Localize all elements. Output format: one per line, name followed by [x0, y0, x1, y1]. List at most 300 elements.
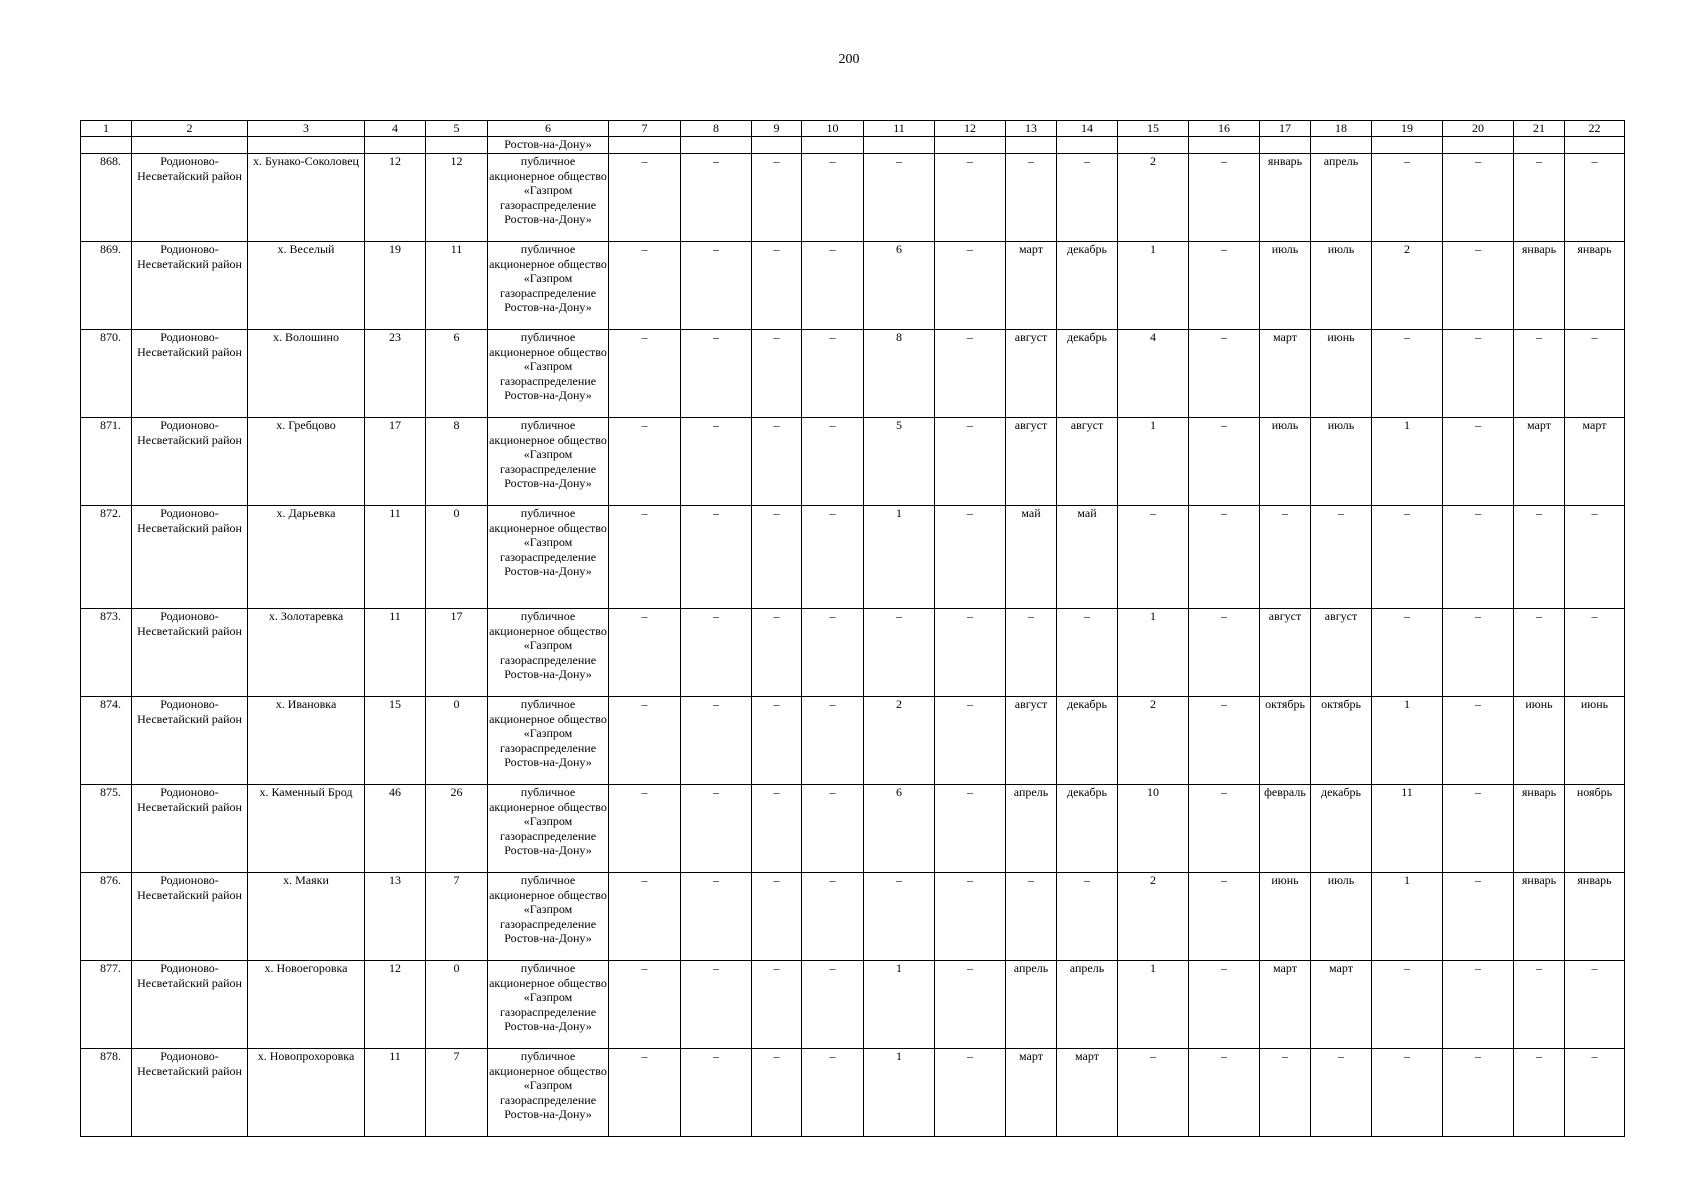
table-row [81, 1049, 1625, 1137]
cell-col-14: март [1057, 1049, 1118, 1137]
cell-col-8: – [681, 785, 752, 873]
empty-cell [81, 137, 132, 154]
cell-col-5: 6 [426, 330, 488, 418]
cell-col-17: июль [1260, 242, 1311, 330]
cell-col-9: – [752, 785, 802, 873]
cell-col-1: 871. [81, 418, 132, 506]
cell-col-22: январь [1565, 242, 1625, 330]
cell-col-19: – [1372, 506, 1443, 609]
cell-col-20: – [1443, 961, 1514, 1049]
cell-col-11: – [864, 873, 935, 961]
cell-col-18: июль [1311, 873, 1372, 961]
cell-col-3: х. Дарьевка [248, 506, 365, 609]
cell-col-21: январь [1514, 873, 1565, 961]
cell-col-4: 15 [365, 697, 426, 785]
cell-col-13: апрель [1006, 785, 1057, 873]
empty-cell [426, 137, 488, 154]
cell-col-22: – [1565, 1049, 1625, 1137]
empty-cell [132, 137, 248, 154]
cell-col-10: – [802, 1049, 864, 1137]
cell-col-2: Родионово-Несветайский район [132, 506, 248, 609]
cell-col-13: август [1006, 330, 1057, 418]
cell-col-1: 872. [81, 506, 132, 609]
cell-col-7: – [609, 961, 681, 1049]
cell-col-20: – [1443, 506, 1514, 609]
cell-col-8: – [681, 1049, 752, 1137]
empty-cell [1057, 137, 1118, 154]
cell-col-21: июнь [1514, 697, 1565, 785]
cell-col-22: – [1565, 154, 1625, 242]
cell-col-1: 874. [81, 697, 132, 785]
cell-col-19: 11 [1372, 785, 1443, 873]
column-number-row [81, 121, 1625, 137]
column-number: 9 [752, 121, 802, 137]
cell-col-10: – [802, 785, 864, 873]
cell-col-10: – [802, 418, 864, 506]
data-table [80, 120, 1625, 1137]
continuation-row [81, 137, 1625, 154]
table-row [81, 242, 1625, 330]
table-row [81, 785, 1625, 873]
cell-col-17: январь [1260, 154, 1311, 242]
cell-col-18: – [1311, 1049, 1372, 1137]
cell-col-8: – [681, 418, 752, 506]
cell-col-14: декабрь [1057, 242, 1118, 330]
cell-col-3: х. Волошино [248, 330, 365, 418]
cell-col-13: май [1006, 506, 1057, 609]
cell-col-5: 0 [426, 697, 488, 785]
cell-col-2: Родионово-Несветайский район [132, 609, 248, 697]
cell-col-10: – [802, 697, 864, 785]
table-row [81, 873, 1625, 961]
cell-col-11: 1 [864, 961, 935, 1049]
cell-col-5: 8 [426, 418, 488, 506]
cell-col-13: апрель [1006, 961, 1057, 1049]
cell-col-6: публичное акционерное общество «Газпром газораспределение Ростов-на-Дону» [488, 154, 609, 242]
column-number: 11 [864, 121, 935, 137]
cell-col-8: – [681, 697, 752, 785]
cell-col-5: 7 [426, 873, 488, 961]
cell-col-1: 877. [81, 961, 132, 1049]
cell-col-11: 5 [864, 418, 935, 506]
column-number: 18 [1311, 121, 1372, 137]
cell-col-17: февраль [1260, 785, 1311, 873]
empty-cell [752, 137, 802, 154]
table-container [80, 120, 1625, 1137]
cell-col-6: публичное акционерное общество «Газпром газораспределение Ростов-на-Дону» [488, 330, 609, 418]
cell-col-7: – [609, 418, 681, 506]
cell-col-1: 875. [81, 785, 132, 873]
column-number: 20 [1443, 121, 1514, 137]
cell-col-22: июнь [1565, 697, 1625, 785]
cell-col-15: – [1118, 1049, 1189, 1137]
cell-col-15: – [1118, 506, 1189, 609]
cell-col-17: октябрь [1260, 697, 1311, 785]
empty-cell [864, 137, 935, 154]
cell-col-19: 1 [1372, 697, 1443, 785]
cell-col-15: 10 [1118, 785, 1189, 873]
cell-col-8: – [681, 330, 752, 418]
cell-col-2: Родионово-Несветайский район [132, 1049, 248, 1137]
cell-col-10: – [802, 609, 864, 697]
cell-col-2: Родионово-Несветайский район [132, 873, 248, 961]
cell-col-4: 19 [365, 242, 426, 330]
cell-col-4: 12 [365, 154, 426, 242]
cell-col-14: – [1057, 154, 1118, 242]
cell-col-7: – [609, 873, 681, 961]
cell-col-2: Родионово-Несветайский район [132, 418, 248, 506]
cell-col-20: – [1443, 418, 1514, 506]
cell-col-19: 2 [1372, 242, 1443, 330]
cell-col-12: – [935, 785, 1006, 873]
cell-col-14: – [1057, 609, 1118, 697]
empty-cell [1189, 137, 1260, 154]
cell-col-20: – [1443, 609, 1514, 697]
table-body [81, 121, 1625, 1137]
empty-cell [365, 137, 426, 154]
cell-col-17: июнь [1260, 873, 1311, 961]
cell-col-12: – [935, 506, 1006, 609]
cell-col-7: – [609, 154, 681, 242]
cell-col-17: – [1260, 1049, 1311, 1137]
cell-col-9: – [752, 873, 802, 961]
column-number: 10 [802, 121, 864, 137]
column-number: 13 [1006, 121, 1057, 137]
cell-col-7: – [609, 1049, 681, 1137]
cell-col-20: – [1443, 330, 1514, 418]
cell-col-16: – [1189, 242, 1260, 330]
cell-col-16: – [1189, 785, 1260, 873]
cell-col-5: 11 [426, 242, 488, 330]
cell-col-19: 1 [1372, 418, 1443, 506]
cell-col-16: – [1189, 154, 1260, 242]
cell-col-2: Родионово-Несветайский район [132, 330, 248, 418]
cell-col-11: 6 [864, 785, 935, 873]
cell-col-11: 6 [864, 242, 935, 330]
cell-col-2: Родионово-Несветайский район [132, 242, 248, 330]
cell-col-9: – [752, 418, 802, 506]
cell-col-16: – [1189, 418, 1260, 506]
cell-col-7: – [609, 242, 681, 330]
cell-col-1: 878. [81, 1049, 132, 1137]
continuation-operator-cell: Ростов-на-Дону» [488, 137, 609, 154]
cell-col-16: – [1189, 697, 1260, 785]
cell-col-18: – [1311, 506, 1372, 609]
cell-col-19: 1 [1372, 873, 1443, 961]
cell-col-13: август [1006, 697, 1057, 785]
cell-col-4: 11 [365, 609, 426, 697]
cell-col-22: – [1565, 506, 1625, 609]
cell-col-5: 0 [426, 506, 488, 609]
cell-col-9: – [752, 697, 802, 785]
cell-col-12: – [935, 697, 1006, 785]
cell-col-6: публичное акционерное общество «Газпром газораспределение Ростов-на-Дону» [488, 697, 609, 785]
cell-col-5: 7 [426, 1049, 488, 1137]
cell-col-3: х. Ивановка [248, 697, 365, 785]
cell-col-14: август [1057, 418, 1118, 506]
cell-col-16: – [1189, 506, 1260, 609]
cell-col-17: март [1260, 961, 1311, 1049]
cell-col-21: январь [1514, 242, 1565, 330]
column-number: 5 [426, 121, 488, 137]
cell-col-3: х. Маяки [248, 873, 365, 961]
column-number: 2 [132, 121, 248, 137]
cell-col-6: публичное акционерное общество «Газпром газораспределение Ростов-на-Дону» [488, 242, 609, 330]
cell-col-3: х. Новоегоровка [248, 961, 365, 1049]
column-number: 15 [1118, 121, 1189, 137]
cell-col-5: 17 [426, 609, 488, 697]
cell-col-12: – [935, 154, 1006, 242]
cell-col-18: июнь [1311, 330, 1372, 418]
cell-col-12: – [935, 873, 1006, 961]
cell-col-18: июль [1311, 242, 1372, 330]
cell-col-8: – [681, 873, 752, 961]
cell-col-4: 17 [365, 418, 426, 506]
column-number: 1 [81, 121, 132, 137]
cell-col-21: январь [1514, 785, 1565, 873]
cell-col-9: – [752, 330, 802, 418]
cell-col-11: 1 [864, 1049, 935, 1137]
column-number: 14 [1057, 121, 1118, 137]
cell-col-21: – [1514, 330, 1565, 418]
cell-col-9: – [752, 242, 802, 330]
cell-col-21: – [1514, 609, 1565, 697]
table-row [81, 418, 1625, 506]
page-number: 200 [838, 52, 860, 67]
cell-col-14: апрель [1057, 961, 1118, 1049]
cell-col-4: 11 [365, 506, 426, 609]
cell-col-3: х. Золотаревка [248, 609, 365, 697]
cell-col-17: август [1260, 609, 1311, 697]
table-row [81, 697, 1625, 785]
cell-col-6: публичное акционерное общество «Газпром газораспределение Ростов-на-Дону» [488, 609, 609, 697]
cell-col-9: – [752, 961, 802, 1049]
cell-col-20: – [1443, 242, 1514, 330]
cell-col-13: март [1006, 242, 1057, 330]
cell-col-18: март [1311, 961, 1372, 1049]
column-number: 7 [609, 121, 681, 137]
cell-col-14: май [1057, 506, 1118, 609]
cell-col-22: январь [1565, 873, 1625, 961]
cell-col-12: – [935, 242, 1006, 330]
cell-col-4: 46 [365, 785, 426, 873]
cell-col-3: х. Бунако-Соколовец [248, 154, 365, 242]
cell-col-20: – [1443, 154, 1514, 242]
cell-col-8: – [681, 506, 752, 609]
cell-col-10: – [802, 873, 864, 961]
cell-col-19: – [1372, 1049, 1443, 1137]
cell-col-22: – [1565, 609, 1625, 697]
cell-col-15: 2 [1118, 697, 1189, 785]
cell-col-4: 13 [365, 873, 426, 961]
empty-cell [1260, 137, 1311, 154]
cell-col-12: – [935, 609, 1006, 697]
cell-col-8: – [681, 961, 752, 1049]
cell-col-17: – [1260, 506, 1311, 609]
cell-col-7: – [609, 330, 681, 418]
cell-col-21: – [1514, 506, 1565, 609]
cell-col-14: – [1057, 873, 1118, 961]
cell-col-10: – [802, 506, 864, 609]
empty-cell [1514, 137, 1565, 154]
cell-col-9: – [752, 154, 802, 242]
cell-col-6: публичное акционерное общество «Газпром газораспределение Ростов-на-Дону» [488, 506, 609, 609]
cell-col-15: 1 [1118, 418, 1189, 506]
cell-col-12: – [935, 961, 1006, 1049]
cell-col-4: 23 [365, 330, 426, 418]
cell-col-22: март [1565, 418, 1625, 506]
column-number: 21 [1514, 121, 1565, 137]
cell-col-16: – [1189, 330, 1260, 418]
cell-col-3: х. Каменный Брод [248, 785, 365, 873]
table-row [81, 330, 1625, 418]
cell-col-13: – [1006, 609, 1057, 697]
cell-col-8: – [681, 609, 752, 697]
cell-col-16: – [1189, 961, 1260, 1049]
cell-col-1: 870. [81, 330, 132, 418]
cell-col-9: – [752, 1049, 802, 1137]
cell-col-6: публичное акционерное общество «Газпром газораспределение Ростов-на-Дону» [488, 961, 609, 1049]
cell-col-14: декабрь [1057, 330, 1118, 418]
cell-col-21: март [1514, 418, 1565, 506]
cell-col-13: март [1006, 1049, 1057, 1137]
cell-col-7: – [609, 785, 681, 873]
cell-col-2: Родионово-Несветайский район [132, 154, 248, 242]
cell-col-16: – [1189, 1049, 1260, 1137]
empty-cell [248, 137, 365, 154]
cell-col-18: декабрь [1311, 785, 1372, 873]
cell-col-17: март [1260, 330, 1311, 418]
cell-col-17: июль [1260, 418, 1311, 506]
empty-cell [935, 137, 1006, 154]
empty-cell [1006, 137, 1057, 154]
cell-col-20: – [1443, 697, 1514, 785]
cell-col-22: – [1565, 961, 1625, 1049]
cell-col-3: х. Веселый [248, 242, 365, 330]
cell-col-19: – [1372, 609, 1443, 697]
cell-col-8: – [681, 242, 752, 330]
cell-col-1: 869. [81, 242, 132, 330]
cell-col-21: – [1514, 961, 1565, 1049]
cell-col-5: 0 [426, 961, 488, 1049]
cell-col-11: 2 [864, 697, 935, 785]
cell-col-21: – [1514, 154, 1565, 242]
cell-col-11: – [864, 609, 935, 697]
table-row [81, 609, 1625, 697]
cell-col-11: 1 [864, 506, 935, 609]
cell-col-6: публичное акционерное общество «Газпром газораспределение Ростов-на-Дону» [488, 873, 609, 961]
empty-cell [1565, 137, 1625, 154]
table-row [81, 961, 1625, 1049]
cell-col-13: – [1006, 154, 1057, 242]
cell-col-11: – [864, 154, 935, 242]
cell-col-3: х. Новопрохоровка [248, 1049, 365, 1137]
cell-col-1: 868. [81, 154, 132, 242]
column-number: 6 [488, 121, 609, 137]
cell-col-22: ноябрь [1565, 785, 1625, 873]
column-number: 3 [248, 121, 365, 137]
cell-col-15: 2 [1118, 873, 1189, 961]
cell-col-13: – [1006, 873, 1057, 961]
cell-col-16: – [1189, 609, 1260, 697]
cell-col-2: Родионово-Несветайский район [132, 961, 248, 1049]
cell-col-6: публичное акционерное общество «Газпром газораспределение Ростов-на-Дону» [488, 1049, 609, 1137]
cell-col-7: – [609, 506, 681, 609]
cell-col-12: – [935, 330, 1006, 418]
empty-cell [1372, 137, 1443, 154]
cell-col-4: 12 [365, 961, 426, 1049]
cell-col-7: – [609, 697, 681, 785]
cell-col-7: – [609, 609, 681, 697]
column-number: 17 [1260, 121, 1311, 137]
cell-col-6: публичное акционерное общество «Газпром газораспределение Ростов-на-Дону» [488, 418, 609, 506]
empty-cell [1311, 137, 1372, 154]
cell-col-2: Родионово-Несветайский район [132, 785, 248, 873]
cell-col-20: – [1443, 873, 1514, 961]
empty-cell [681, 137, 752, 154]
cell-col-19: – [1372, 154, 1443, 242]
cell-col-5: 12 [426, 154, 488, 242]
cell-col-22: – [1565, 330, 1625, 418]
cell-col-9: – [752, 609, 802, 697]
cell-col-6: публичное акционерное общество «Газпром газораспределение Ростов-на-Дону» [488, 785, 609, 873]
cell-col-9: – [752, 506, 802, 609]
cell-col-10: – [802, 242, 864, 330]
cell-col-1: 873. [81, 609, 132, 697]
cell-col-8: – [681, 154, 752, 242]
cell-col-11: 8 [864, 330, 935, 418]
cell-col-15: 1 [1118, 609, 1189, 697]
table-row [81, 506, 1625, 609]
cell-col-21: – [1514, 1049, 1565, 1137]
cell-col-18: апрель [1311, 154, 1372, 242]
cell-col-1: 876. [81, 873, 132, 961]
column-number: 8 [681, 121, 752, 137]
cell-col-10: – [802, 961, 864, 1049]
cell-col-12: – [935, 1049, 1006, 1137]
cell-col-19: – [1372, 330, 1443, 418]
cell-col-13: август [1006, 418, 1057, 506]
cell-col-5: 26 [426, 785, 488, 873]
cell-col-18: июль [1311, 418, 1372, 506]
column-number: 12 [935, 121, 1006, 137]
cell-col-16: – [1189, 873, 1260, 961]
cell-col-20: – [1443, 1049, 1514, 1137]
cell-col-18: август [1311, 609, 1372, 697]
empty-cell [1118, 137, 1189, 154]
cell-col-15: 4 [1118, 330, 1189, 418]
cell-col-12: – [935, 418, 1006, 506]
cell-col-18: октябрь [1311, 697, 1372, 785]
cell-col-10: – [802, 330, 864, 418]
empty-cell [609, 137, 681, 154]
empty-cell [1443, 137, 1514, 154]
cell-col-15: 1 [1118, 242, 1189, 330]
cell-col-14: декабрь [1057, 785, 1118, 873]
cell-col-19: – [1372, 961, 1443, 1049]
empty-cell [802, 137, 864, 154]
table-row [81, 154, 1625, 242]
cell-col-2: Родионово-Несветайский район [132, 697, 248, 785]
cell-col-10: – [802, 154, 864, 242]
column-number: 4 [365, 121, 426, 137]
cell-col-15: 1 [1118, 961, 1189, 1049]
cell-col-15: 2 [1118, 154, 1189, 242]
column-number: 19 [1372, 121, 1443, 137]
cell-col-20: – [1443, 785, 1514, 873]
column-number: 22 [1565, 121, 1625, 137]
cell-col-14: декабрь [1057, 697, 1118, 785]
